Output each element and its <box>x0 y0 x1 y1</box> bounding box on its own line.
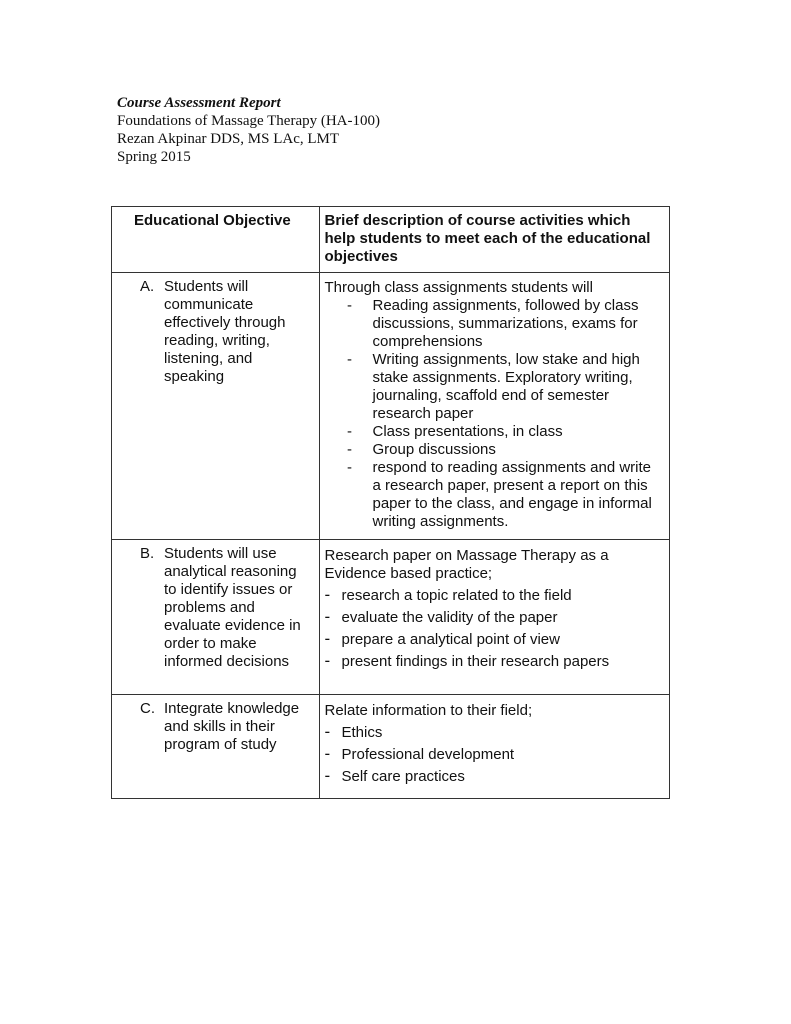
table-row <box>112 273 670 540</box>
list-item <box>325 609 662 627</box>
dash-bullet: - <box>324 651 331 670</box>
instructor-name: Rezan Akpinar DDS, MS LAc, LMT <box>117 131 340 147</box>
objective-letter: C. <box>140 700 155 717</box>
objective-text: Integrate knowledge and skills in their program of study <box>164 700 300 753</box>
dash-bullet: - <box>324 585 331 604</box>
dash-bullet: - <box>347 423 352 440</box>
dash-bullet: - <box>324 607 331 626</box>
list-item <box>325 768 662 786</box>
dash-bullet: - <box>347 297 352 314</box>
list-item <box>325 297 662 351</box>
column-header-activities <box>319 207 670 273</box>
table-row <box>112 695 670 799</box>
activities-list <box>325 724 662 786</box>
list-item <box>325 587 662 605</box>
objective-text: Students will use analytical reasoning to identify issues or problems and evaluate evidence in order to make informed decisions <box>164 545 301 670</box>
objective-cell <box>112 273 320 540</box>
activities-intro: Through class assignments students will <box>324 279 593 296</box>
list-item-text: Self care practices <box>341 768 465 785</box>
dash-bullet: - <box>324 766 331 785</box>
list-item <box>325 351 662 423</box>
report-title: Course Assessment Report <box>117 95 281 111</box>
report-header <box>117 94 380 166</box>
objective-cell <box>112 695 320 799</box>
dash-bullet: - <box>347 441 352 458</box>
list-item-text: respond to reading assignments and write a research paper, present a report on this paper to the class, and engage in informal writing assignments. <box>372 459 652 530</box>
table-row <box>112 540 670 695</box>
assessment-table <box>111 206 670 799</box>
list-item-text: evaluate the validity of the paper <box>341 609 558 626</box>
activities-intro: Research paper on Massage Therapy as a Evidence based practice; <box>324 547 609 582</box>
list-item-text: Ethics <box>341 724 383 741</box>
activities-list <box>325 297 662 531</box>
list-item-text: Class presentations, in class <box>372 423 563 440</box>
list-item-text: prepare a analytical point of view <box>341 631 560 648</box>
course-name: Foundations of Massage Therapy (HA-100) <box>117 113 381 129</box>
activities-cell <box>319 540 670 695</box>
column-header-activities-label: Brief description of course activities which help students to meet each of the educational objectives <box>324 212 651 265</box>
dash-bullet: - <box>347 459 352 476</box>
objective-text: Students will communicate effectively through reading, writing, listening, and speaking <box>164 278 286 385</box>
list-item <box>325 459 662 531</box>
objective-letter: A. <box>140 278 155 295</box>
dash-bullet: - <box>324 722 331 741</box>
dash-bullet: - <box>347 351 352 368</box>
dash-bullet: - <box>324 744 331 763</box>
activities-intro: Relate information to their field; <box>324 702 533 719</box>
list-item-text: Reading assignments, followed by class discussions, summarizations, exams for comprehensions <box>372 297 639 350</box>
list-item-text: present findings in their research papers <box>341 653 610 670</box>
list-item <box>325 631 662 649</box>
dash-bullet: - <box>324 629 331 648</box>
column-header-objective-label: Educational Objective <box>134 212 291 229</box>
list-item-text: Writing assignments, low stake and high stake assignments. Exploratory writing, journaling, scaffold end of semester research paper <box>372 351 640 422</box>
objective-cell <box>112 540 320 695</box>
list-item-text: Group discussions <box>372 441 496 458</box>
activities-cell <box>319 695 670 799</box>
list-item <box>325 423 662 441</box>
term: Spring 2015 <box>117 149 191 165</box>
list-item-text: Professional development <box>341 746 515 763</box>
list-item <box>325 746 662 764</box>
list-item <box>325 441 662 459</box>
list-item <box>325 653 662 671</box>
column-header-objective <box>112 207 320 273</box>
activities-list <box>325 587 662 671</box>
objective-letter: B. <box>140 545 155 562</box>
activities-cell <box>319 273 670 540</box>
list-item <box>325 724 662 742</box>
list-item-text: research a topic related to the field <box>341 587 572 604</box>
table-header-row <box>112 207 670 273</box>
